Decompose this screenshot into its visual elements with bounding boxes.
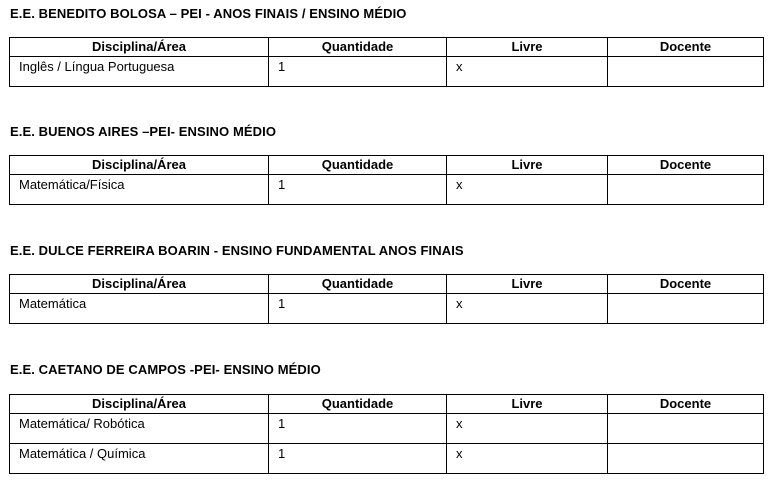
header-livre: Livre [447, 395, 608, 414]
header-docente: Docente [608, 38, 764, 57]
cell-livre: x [447, 414, 608, 444]
cell-docente [608, 294, 764, 324]
header-quantidade: Quantidade [269, 395, 447, 414]
cell-livre: x [447, 294, 608, 324]
header-quantidade: Quantidade [269, 38, 447, 57]
cell-livre: x [447, 444, 608, 474]
table-header-row [10, 38, 764, 57]
header-quantidade: Quantidade [269, 156, 447, 175]
vacancy-table [9, 155, 764, 205]
table-row [10, 294, 764, 324]
school-title: E.E. DULCE FERREIRA BOARIN - ENSINO FUNDAMENTAL ANOS FINAIS [10, 243, 464, 258]
table-header-row [10, 156, 764, 175]
cell-disciplina: Matemática/ Robótica [10, 414, 269, 444]
cell-disciplina: Matemática [10, 294, 269, 324]
table-header-row [10, 395, 764, 414]
cell-quantidade: 1 [269, 175, 447, 205]
header-livre: Livre [447, 38, 608, 57]
header-docente: Docente [608, 395, 764, 414]
cell-docente [608, 414, 764, 444]
cell-disciplina: Inglês / Língua Portuguesa [10, 57, 269, 87]
table-row [10, 414, 764, 444]
school-title: E.E. BENEDITO BOLOSA – PEI - ANOS FINAIS / ENSINO MÉDIO [10, 6, 407, 21]
table-row [10, 444, 764, 474]
header-livre: Livre [447, 156, 608, 175]
header-livre: Livre [447, 275, 608, 294]
cell-disciplina: Matemática/Física [10, 175, 269, 205]
cell-quantidade: 1 [269, 294, 447, 324]
cell-disciplina: Matemática / Química [10, 444, 269, 474]
header-quantidade: Quantidade [269, 275, 447, 294]
cell-docente [608, 175, 764, 205]
vacancy-table [9, 394, 764, 474]
cell-livre: x [447, 175, 608, 205]
table-header-row [10, 275, 764, 294]
table-row [10, 57, 764, 87]
header-disciplina: Disciplina/Área [10, 156, 269, 175]
vacancy-table [9, 37, 764, 87]
header-docente: Docente [608, 156, 764, 175]
header-disciplina: Disciplina/Área [10, 395, 269, 414]
table-row [10, 175, 764, 205]
cell-quantidade: 1 [269, 57, 447, 87]
cell-docente [608, 57, 764, 87]
header-docente: Docente [608, 275, 764, 294]
school-title: E.E. BUENOS AIRES –PEI- ENSINO MÉDIO [10, 124, 277, 139]
cell-docente [608, 444, 764, 474]
header-disciplina: Disciplina/Área [10, 38, 269, 57]
cell-livre: x [447, 57, 608, 87]
school-title: E.E. CAETANO DE CAMPOS -PEI- ENSINO MÉDIO [10, 362, 321, 377]
cell-quantidade: 1 [269, 444, 447, 474]
vacancy-table [9, 274, 764, 324]
header-disciplina: Disciplina/Área [10, 275, 269, 294]
cell-quantidade: 1 [269, 414, 447, 444]
